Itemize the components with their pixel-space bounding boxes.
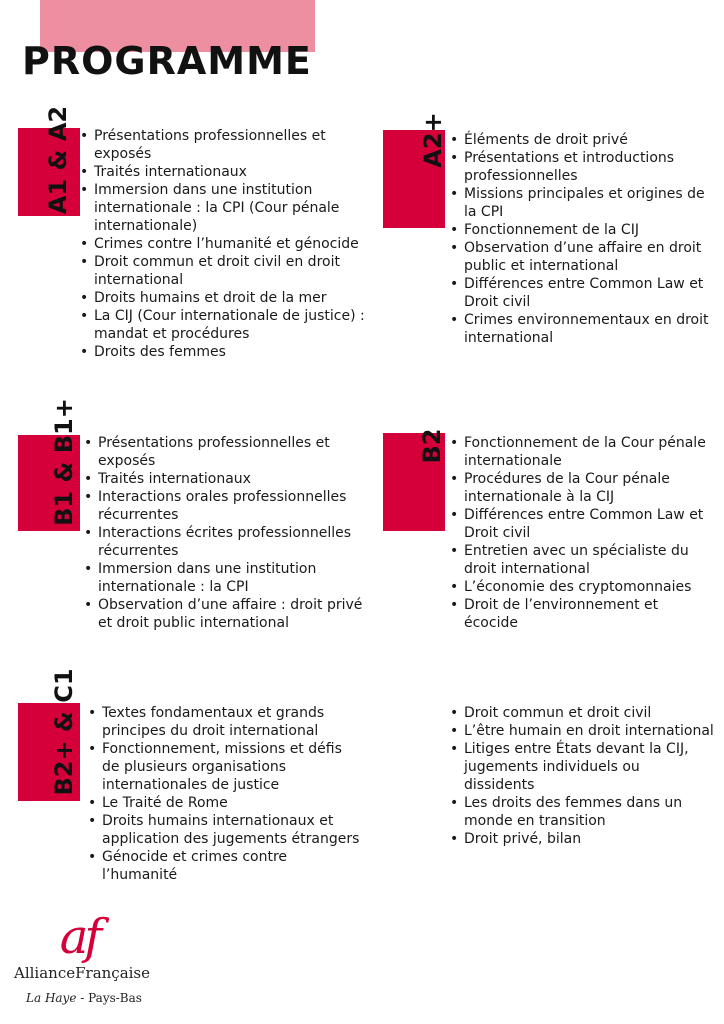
list-item: • Droits humains et droit de la mer <box>80 289 370 307</box>
logo-city: La Haye <box>26 991 77 1005</box>
list-item: • Présentations et introductions professionnelles <box>450 149 710 185</box>
list-item: • Interactions écrites professionnelles récurrentes <box>84 524 376 560</box>
list-item: • La CIJ (Cour internationale de justice) : mandat et procédures <box>80 307 370 343</box>
list-item: • Génocide et crimes contre l’humanité <box>88 848 360 884</box>
list-item: • Droit commun et droit civil en droit international <box>80 253 370 289</box>
logo-location <box>14 990 154 1006</box>
list-item: • Présentations professionnelles et exposés <box>84 434 376 470</box>
section-b2plusc1-label: B2+ & C1 <box>50 668 78 796</box>
list-item: • Immersion dans une institution internationale : la CPI (Cour pénale internationale) <box>80 181 370 235</box>
list-item: • Traités internationaux <box>80 163 370 181</box>
list-item: • Droit privé, bilan <box>450 830 714 848</box>
af-logo-mark: af <box>59 909 99 965</box>
list-item: • L’être humain en droit international <box>450 722 714 740</box>
list-item: • Fonctionnement de la Cour pénale internationale <box>450 434 712 470</box>
list-item: • Missions principales et origines de la CPI <box>450 185 710 221</box>
list-item: • Différences entre Common Law et Droit civil <box>450 275 710 311</box>
list-item: • Immersion dans une institution internationale : la CPI <box>84 560 376 596</box>
section-a2plus-list <box>450 131 710 347</box>
list-item: • Droit commun et droit civil <box>450 704 714 722</box>
logo-name <box>14 964 154 982</box>
list-item: • Observation d’une affaire : droit privé et droit public international <box>84 596 376 632</box>
section-a2plus-label: A2+ <box>419 112 447 168</box>
list-item: • Observation d’une affaire en droit public et international <box>450 239 710 275</box>
logo-separator: - <box>76 991 89 1005</box>
section-a1a2-label: A1 & A2 <box>44 105 72 215</box>
section-b1b1plus-label: B1 & B1+ <box>50 398 78 526</box>
list-item: • L’économie des cryptomonnaies <box>450 578 712 596</box>
list-item: • Droit de l’environnement et écocide <box>450 596 712 632</box>
list-item: • Droits des femmes <box>80 343 370 361</box>
list-item: • Textes fondamentaux et grands principes du droit international <box>88 704 360 740</box>
section-a1a2-list <box>80 127 370 361</box>
alliance-francaise-logo <box>14 909 154 1006</box>
list-item: • Interactions orales professionnelles récurrentes <box>84 488 376 524</box>
list-item: • Éléments de droit privé <box>450 131 710 149</box>
page-title: PROGRAMME <box>22 39 312 83</box>
logo-name-part2: Française <box>75 964 151 982</box>
section-b1b1plus-list <box>84 434 376 632</box>
section-b2-list <box>450 434 712 632</box>
list-item: • Différences entre Common Law et Droit civil <box>450 506 712 542</box>
section-b2plusc1-list <box>88 704 360 884</box>
list-item: • Entretien avec un spécialiste du droit international <box>450 542 712 578</box>
list-item: • Litiges entre États devant la CIJ, jugements individuels ou dissidents <box>450 740 714 794</box>
list-item: • Fonctionnement de la CIJ <box>450 221 710 239</box>
list-item: • Les droits des femmes dans un monde en transition <box>450 794 714 830</box>
logo-country: Pays-Bas <box>88 991 142 1005</box>
list-item: • Procédures de la Cour pénale internationale à la CIJ <box>450 470 712 506</box>
list-item: • Fonctionnement, missions et défis de plusieurs organisations internationales de justice <box>88 740 360 794</box>
section-b2plusc1-list-col2 <box>450 704 714 848</box>
list-item: • Crimes environnementaux en droit international <box>450 311 710 347</box>
list-item: • Crimes contre l’humanité et génocide <box>80 235 370 253</box>
list-item: • Traités internationaux <box>84 470 376 488</box>
list-item: • Droits humains internationaux et application des jugements étrangers <box>88 812 360 848</box>
list-item: • Présentations professionnelles et exposés <box>80 127 370 163</box>
logo-name-part1: Alliance <box>14 964 76 982</box>
section-b2-label: B2 <box>418 428 446 464</box>
list-item: • Le Traité de Rome <box>88 794 360 812</box>
